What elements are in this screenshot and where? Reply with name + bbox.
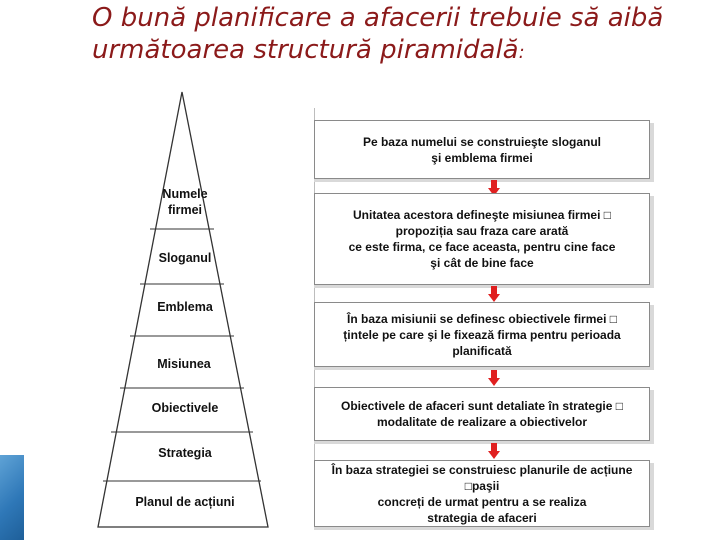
box-line: strategia de afaceri <box>427 510 537 525</box>
title-line-2-text: următoarea structură piramidală <box>92 35 519 65</box>
flow-arrow-3 <box>488 370 500 386</box>
box-line: şi cât de bine face <box>430 256 534 270</box>
pyramid-level-strategy: Strategia <box>158 446 212 460</box>
box-name-slogan-text <box>363 134 601 166</box>
box-line: țintele pe care şi le fixează firma pentru perioada planificată <box>343 327 621 358</box>
pyramid-level-objectives: Obiectivele <box>151 401 219 415</box>
box-action-plan-text <box>321 462 643 526</box>
box-objectives-text <box>321 311 643 359</box>
box-strategy <box>314 387 650 441</box>
pyramid-level-emblem: Emblema <box>157 300 213 314</box>
pyramid-level-action-plan: Planul de acțiuni <box>135 495 235 509</box>
box-line: În baza strategiei se construiesc planurile de acțiune □paşii <box>331 462 633 493</box>
title-colon: : <box>518 42 525 63</box>
pyramid-level-name <box>150 186 220 218</box>
box-mission <box>314 193 650 285</box>
box-action-plan <box>314 460 650 527</box>
box-line: Obiectivele de afaceri sunt detaliate în strategie □ <box>340 399 624 413</box>
box-line: ce este firma, ce face aceasta, pentru cine face <box>348 240 616 254</box>
flow-arrow-2 <box>488 286 500 302</box>
box-line: În baza misiunii se definesc obiectivele firmei □ <box>346 311 617 326</box>
box-line: Pe baza numelui se construieşte sloganul <box>362 134 602 149</box>
box-line: modalitate de realizare a obiectivelor <box>376 415 588 429</box>
box-name-slogan <box>314 120 650 179</box>
flow-arrow-4 <box>488 443 500 459</box>
pyramid-level-name-text: Numele firmei <box>162 187 208 217</box>
box-objectives <box>314 302 650 367</box>
box-line: Unitatea acestora defineşte misiunea firmei □ <box>352 208 611 222</box>
title-line-1: O bună planificare a afacerii trebuie să aibă <box>92 3 664 33</box>
box-strategy-text <box>341 398 623 430</box>
box-line: şi emblema firmei <box>431 150 533 165</box>
box-line: concreți de urmat pentru a se realiza <box>377 494 587 509</box>
pyramid-level-mission: Misiunea <box>157 357 211 371</box>
box-line: propoziția sau fraza care arată <box>395 224 569 238</box>
box-mission-text <box>349 207 616 271</box>
pyramid-level-slogan: Sloganul <box>158 251 212 265</box>
